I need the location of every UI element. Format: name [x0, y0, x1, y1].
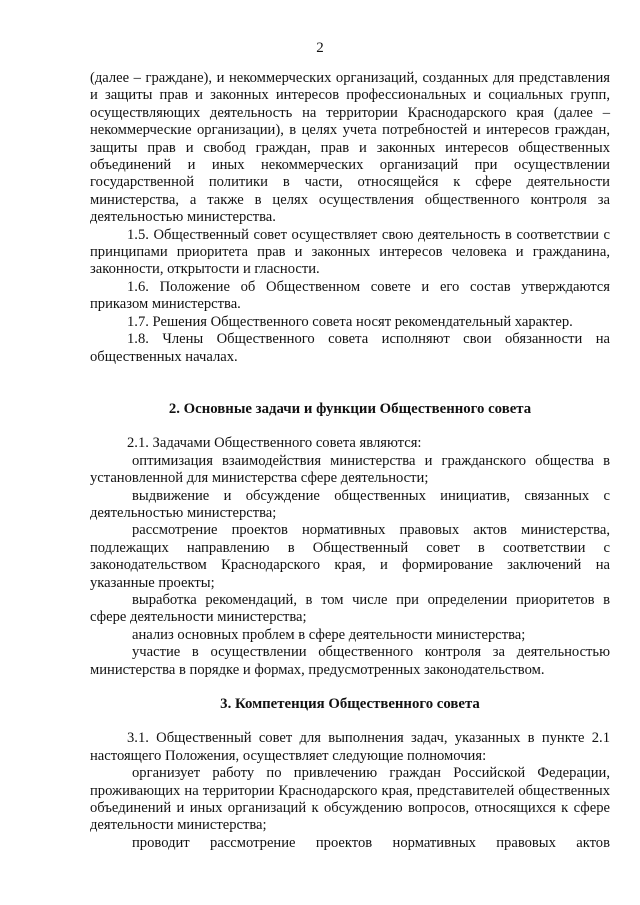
paragraph: (далее – граждане), и некоммерческих организаций, созданных для представления и защиты прав и законных интересов профессиональных и социальных групп, осуществляющих деятельность на территории Краснодарского края (далее – некоммерческие организации), в целях учета потребностей и интересов граждан, защиты прав и свобод граждан, прав и законных интересов общественных объединений и иных некоммерческих организаций при осуществлении государственной политики в части, относящейся к сфере деятельности министерства, а также в целях осуществления общественного контроля за деятельностью министерства. — [90, 70, 610, 226]
paragraph: оптимизация взаимодействия министерства и гражданского общества в установленной для министерства сфере деятельности; — [90, 452, 610, 487]
paragraph: 2.1. Задачами Общественного совета являются: — [127, 435, 422, 452]
paragraph: выдвижение и обсуждение общественных инициатив, связанных с деятельностью министерства; — [90, 487, 610, 521]
document-body — [90, 70, 610, 852]
paragraph: рассмотрение проектов нормативных правовых актов министерства, подлежащих направлению в Общественный совет в соответствии с законодательством Краснодарского края, и формирование заключений на указанные проекты; — [90, 522, 610, 591]
page-number: 2 — [316, 40, 324, 56]
paragraph: организует работу по привлечению граждан Российской Федерации, проживающих на территории Краснодарского края, представителей общественных объединений и иных организаций к обсуждению вопросов, относящихся к сфере деятельности министерства; — [90, 765, 610, 834]
section-heading: 3. Компетенция Общественного совета — [220, 696, 480, 712]
paragraph: 3.1. Общественный совет для выполнения задач, указанных в пункте 2.1 настоящего Положения, осуществляет следующие полномочия: — [90, 730, 610, 764]
paragraph: проводит рассмотрение проектов нормативных правовых актов — [132, 834, 610, 851]
paragraph: 1.5. Общественный совет осуществляет свою деятельность в соответствии с принципами приоритета прав и законных интересов человека и гражданина, законности, открытости и гласности. — [90, 226, 610, 278]
section-heading: 2. Основные задачи и функции Общественного совета — [168, 400, 532, 417]
paragraph: анализ основных проблем в сфере деятельности министерства; — [132, 626, 526, 643]
paragraph: 1.7. Решения Общественного совета носят рекомендательный характер. — [127, 313, 573, 330]
paragraph: 1.6. Положение об Общественном совете и его состав утверждаются приказом министерства. — [90, 278, 610, 313]
paragraph: выработка рекомендаций, в том числе при определении приоритетов в сфере деятельности министерства; — [90, 591, 610, 626]
paragraph: 1.8. Члены Общественного совета исполняют свои обязанности на общественных началах. — [90, 331, 610, 365]
paragraph: участие в осуществлении общественного контроля за деятельностью министерства в порядке и формах, предусмотренных законодательством. — [90, 644, 610, 678]
